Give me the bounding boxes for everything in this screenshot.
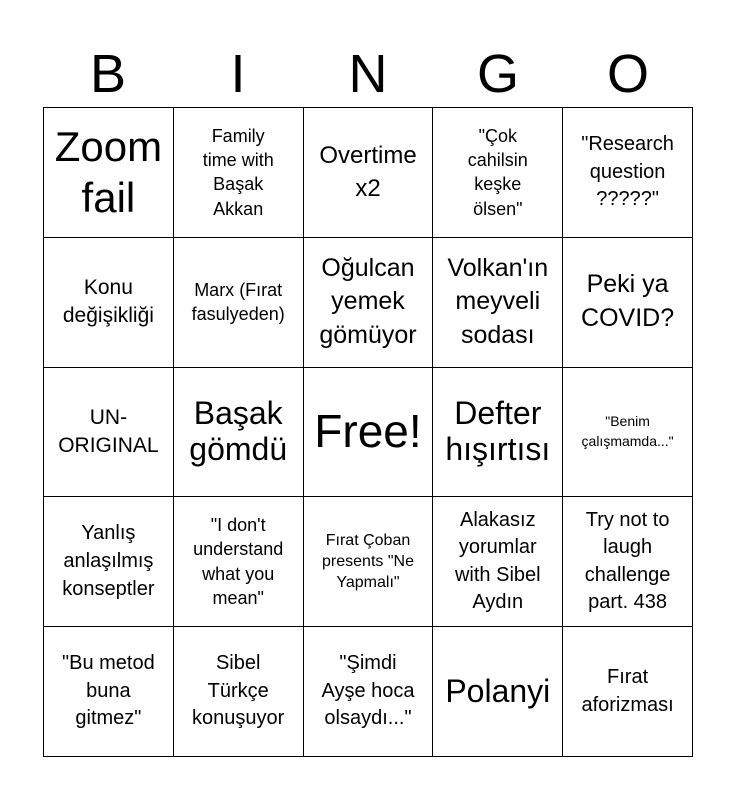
bingo-cell[interactable]: Marx (Fırat fasulyeden) xyxy=(174,238,304,368)
bingo-cell[interactable]: Defter hışırtısı xyxy=(433,368,563,498)
bingo-cell[interactable]: Volkan'ın meyveli sodası xyxy=(433,238,563,368)
bingo-cell[interactable]: "Çok cahilsin keşke ölsen" xyxy=(433,108,563,238)
free-space-cell[interactable]: Free! xyxy=(304,368,434,498)
bingo-cell[interactable]: "I don't understand what you mean" xyxy=(174,497,304,627)
header-letter-g: G xyxy=(476,44,519,104)
header-letter-b: B xyxy=(89,44,127,104)
bingo-cell[interactable]: Fırat aforizması xyxy=(563,627,693,757)
bingo-cell[interactable]: Konu değişikliği xyxy=(44,238,174,368)
bingo-cell[interactable]: Başak gömdü xyxy=(174,368,304,498)
bingo-cell[interactable]: Sibel Türkçe konuşuyor xyxy=(174,627,304,757)
bingo-cell[interactable]: Try not to laugh challenge part. 438 xyxy=(563,497,693,627)
bingo-cell[interactable]: "Bu metod buna gitmez" xyxy=(44,627,174,757)
bingo-cell[interactable]: Overtime x2 xyxy=(304,108,434,238)
bingo-card-grid xyxy=(43,107,693,757)
header-letter-i: I xyxy=(230,44,246,104)
bingo-cell[interactable]: Family time with Başak Akkan xyxy=(174,108,304,238)
bingo-header xyxy=(43,40,693,108)
header-letter-n: N xyxy=(348,44,388,104)
header-letter-o: O xyxy=(606,44,649,104)
bingo-cell[interactable]: "Research question ?????" xyxy=(563,108,693,238)
bingo-cell[interactable]: Peki ya COVID? xyxy=(563,238,693,368)
bingo-cell[interactable]: Oğulcan yemek gömüyor xyxy=(304,238,434,368)
bingo-cell[interactable]: Polanyi xyxy=(433,627,563,757)
bingo-cell[interactable]: UN- ORIGINAL xyxy=(44,368,174,498)
bingo-cell[interactable]: Alakasız yorumlar with Sibel Aydın xyxy=(433,497,563,627)
bingo-cell[interactable]: "Şimdi Ayşe hoca olsaydı..." xyxy=(304,627,434,757)
bingo-cell[interactable]: Zoom fail xyxy=(44,108,174,238)
bingo-cell[interactable]: "Benim çalışmamda..." xyxy=(563,368,693,498)
bingo-cell[interactable]: Fırat Çoban presents "Ne Yapmalı" xyxy=(304,497,434,627)
bingo-cell[interactable]: Yanlış anlaşılmış konseptler xyxy=(44,497,174,627)
